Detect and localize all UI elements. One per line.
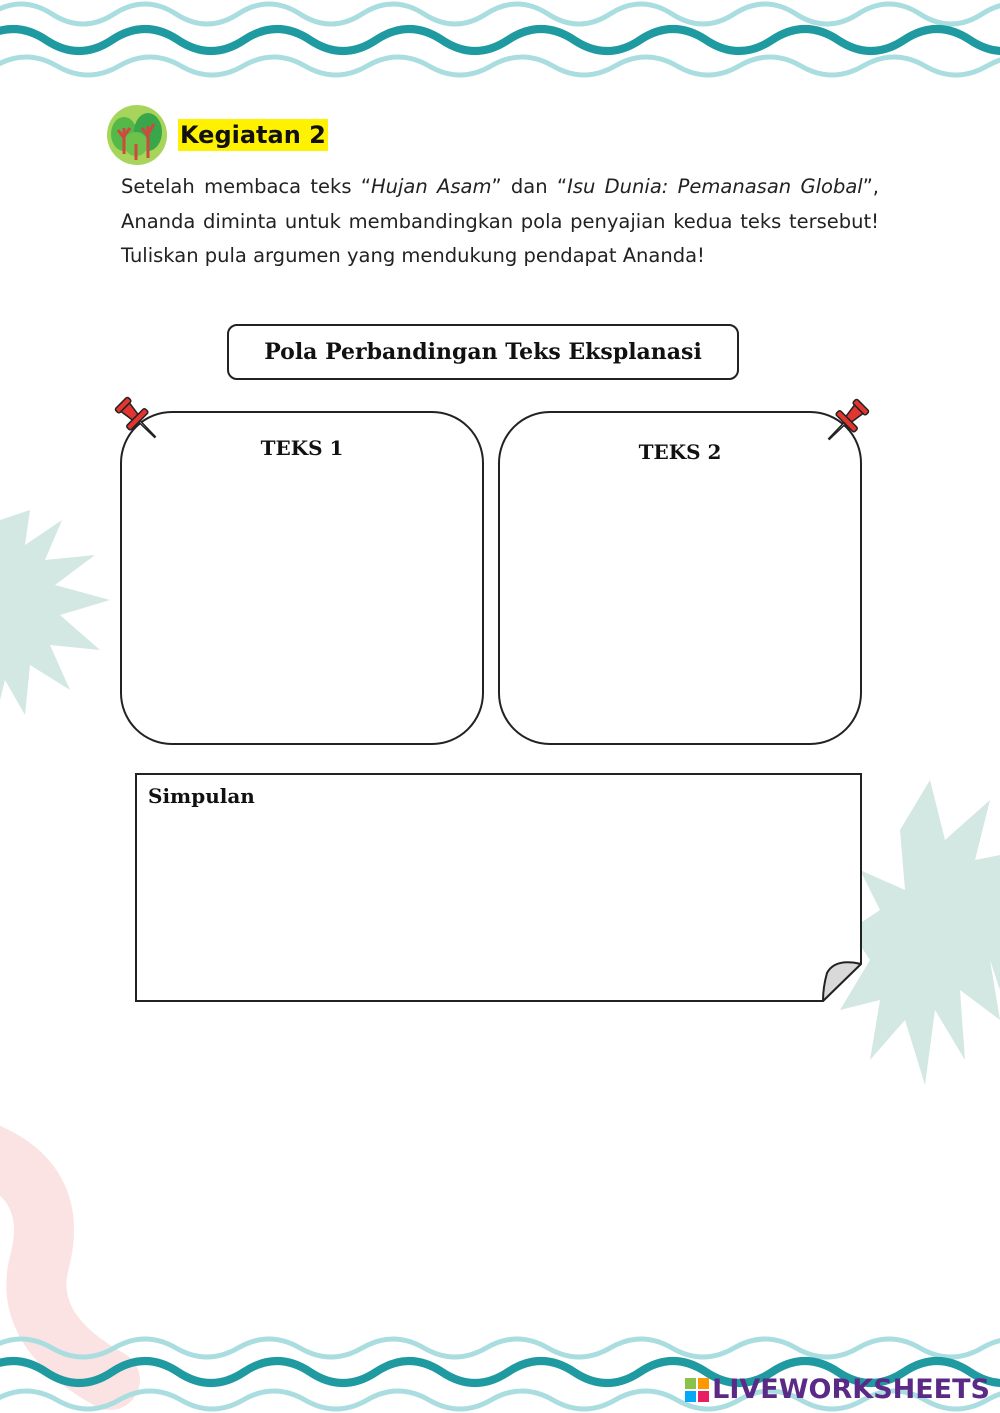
- instruction-text: [121, 170, 879, 274]
- teks1-label: TEKS 1: [260, 436, 344, 460]
- pushpin-right-icon: [816, 392, 876, 452]
- instruction-part2: ” dan “: [491, 175, 568, 198]
- liveworksheets-logo-icon: [684, 1377, 710, 1403]
- splash-right-decoration: [840, 780, 1000, 1085]
- watermark-text: LIVEWORKSHEETS: [712, 1374, 990, 1405]
- comparison-banner: Pola Perbandingan Teks Eksplanasi: [227, 324, 739, 380]
- top-wave-light-2: [0, 57, 1000, 75]
- splash-left-decoration: [0, 510, 110, 715]
- text-title-2: Isu Dunia: Pemanasan Global: [567, 175, 863, 198]
- trees-icon: [106, 104, 168, 166]
- teks1-answer-box[interactable]: [120, 411, 484, 745]
- pushpin-left-icon: [108, 390, 168, 450]
- note-paper: [136, 774, 861, 1001]
- activity-heading: [106, 104, 328, 166]
- instruction-part3: ”, Ananda diminta untuk membandingkan pola penyajian kedua teks tersebut! Tuliskan pula argumen yang mendukung pendapat Ananda!: [121, 175, 880, 267]
- teks2-label: TEKS 2: [638, 440, 722, 464]
- conclusion-label: Simpulan: [148, 784, 255, 808]
- instruction-part1: Setelah membaca teks “: [121, 175, 371, 198]
- pink-arc-decoration: [0, 1150, 110, 1380]
- top-wave-dark: [0, 29, 1000, 51]
- text-title-1: Hujan Asam: [370, 175, 492, 198]
- liveworksheets-watermark: [684, 1374, 990, 1405]
- top-wave-light: [0, 4, 1000, 24]
- bottom-wave-light: [0, 1339, 1000, 1357]
- activity-title: Kegiatan 2: [180, 121, 326, 149]
